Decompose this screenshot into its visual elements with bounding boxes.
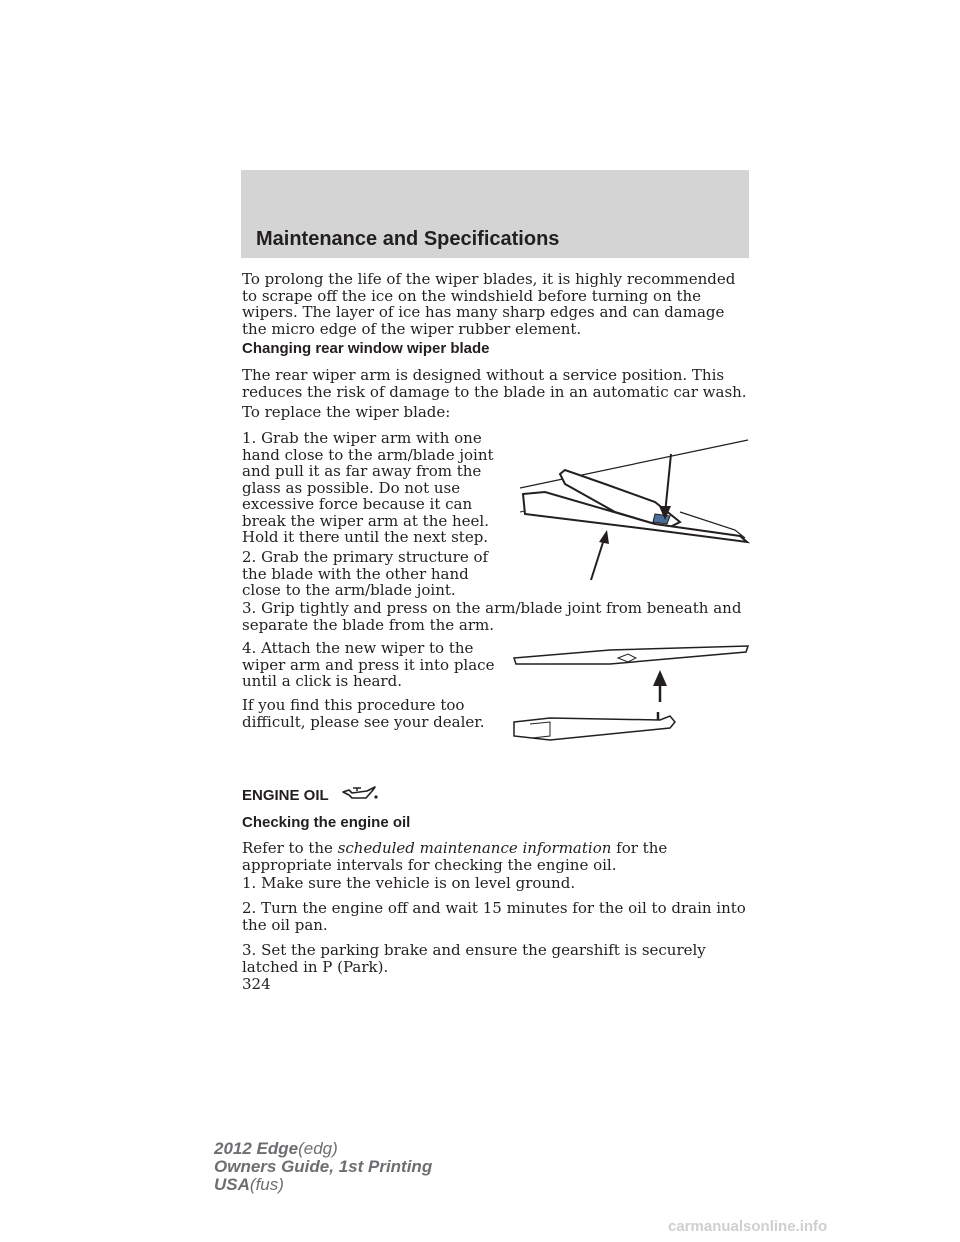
footer-model-line <box>214 1140 432 1158</box>
section-title: Maintenance and Specifications <box>256 228 560 250</box>
rear-wiper-paragraph: The rear wiper arm is designed without a service position. This reduces the risk of damage to the blade in an automatic car wash. <box>242 366 747 401</box>
dealer-note: If you find this procedure too difficult, please see your dealer. <box>242 696 485 731</box>
footer-region: USA <box>214 1175 250 1194</box>
engine-oil-heading <box>242 788 329 805</box>
rear-wiper-step-2: 2. Grab the primary structure of the blade with the other hand close to the arm/blade joint. <box>242 548 489 599</box>
refer-paragraph <box>242 840 750 873</box>
replace-intro: To replace the wiper blade: <box>242 403 451 421</box>
print-footer <box>214 1140 432 1194</box>
rear-wiper-step-1: 1. Grab the wiper arm with one hand close to the arm/blade joint and pull it as far away from the glass as possible. Do not use excessive force because it can break the wiper arm at the heel. Hold it there until the next step. <box>242 429 494 546</box>
footer-model: 2012 Edge <box>214 1139 299 1158</box>
oil-step-3: 3. Set the parking brake and ensure the gearshift is securely latched in P (Park). <box>242 941 706 976</box>
oil-step-2: 2. Turn the engine off and wait 15 minutes for the oil to drain into the oil pan. <box>242 899 746 934</box>
footer-region-line <box>214 1176 432 1194</box>
scheduled-maintenance-reference: scheduled maintenance information <box>337 839 612 857</box>
refer-prefix: Refer to the <box>242 839 338 857</box>
footer-region-code: (fus) <box>249 1175 284 1194</box>
oil-can-icon <box>340 783 380 805</box>
engine-oil-heading-text: ENGINE OIL <box>242 787 329 804</box>
refer-suffix: for the appropriate intervals for checking the engine oil. <box>242 839 668 874</box>
intro-paragraph: To prolong the life of the wiper blades, it is highly recommended to scrape off the ice on the windshield before turning on the wipers. The layer of ice has many sharp edges and can damage the micro edge of the wiper rubber element. <box>242 270 736 338</box>
page-number: 324 <box>242 975 271 993</box>
wiper-arm-illustration <box>505 432 755 584</box>
rear-wiper-heading: Changing rear window wiper blade <box>242 340 490 357</box>
rear-wiper-step-3: 3. Grip tightly and press on the arm/blade joint from beneath and separate the blade from the arm. <box>242 599 742 634</box>
site-watermark: carmanualsonline.info <box>668 1218 828 1235</box>
oil-step-1: 1. Make sure the vehicle is on level ground. <box>242 874 576 892</box>
wiper-attach-illustration <box>510 640 755 746</box>
footer-guide: Owners Guide, 1st Printing <box>214 1157 433 1176</box>
rear-wiper-step-4: 4. Attach the new wiper to the wiper arm and press it into place until a click is heard. <box>242 639 495 690</box>
footer-model-code: (edg) <box>298 1139 338 1158</box>
checking-oil-heading: Checking the engine oil <box>242 814 411 831</box>
